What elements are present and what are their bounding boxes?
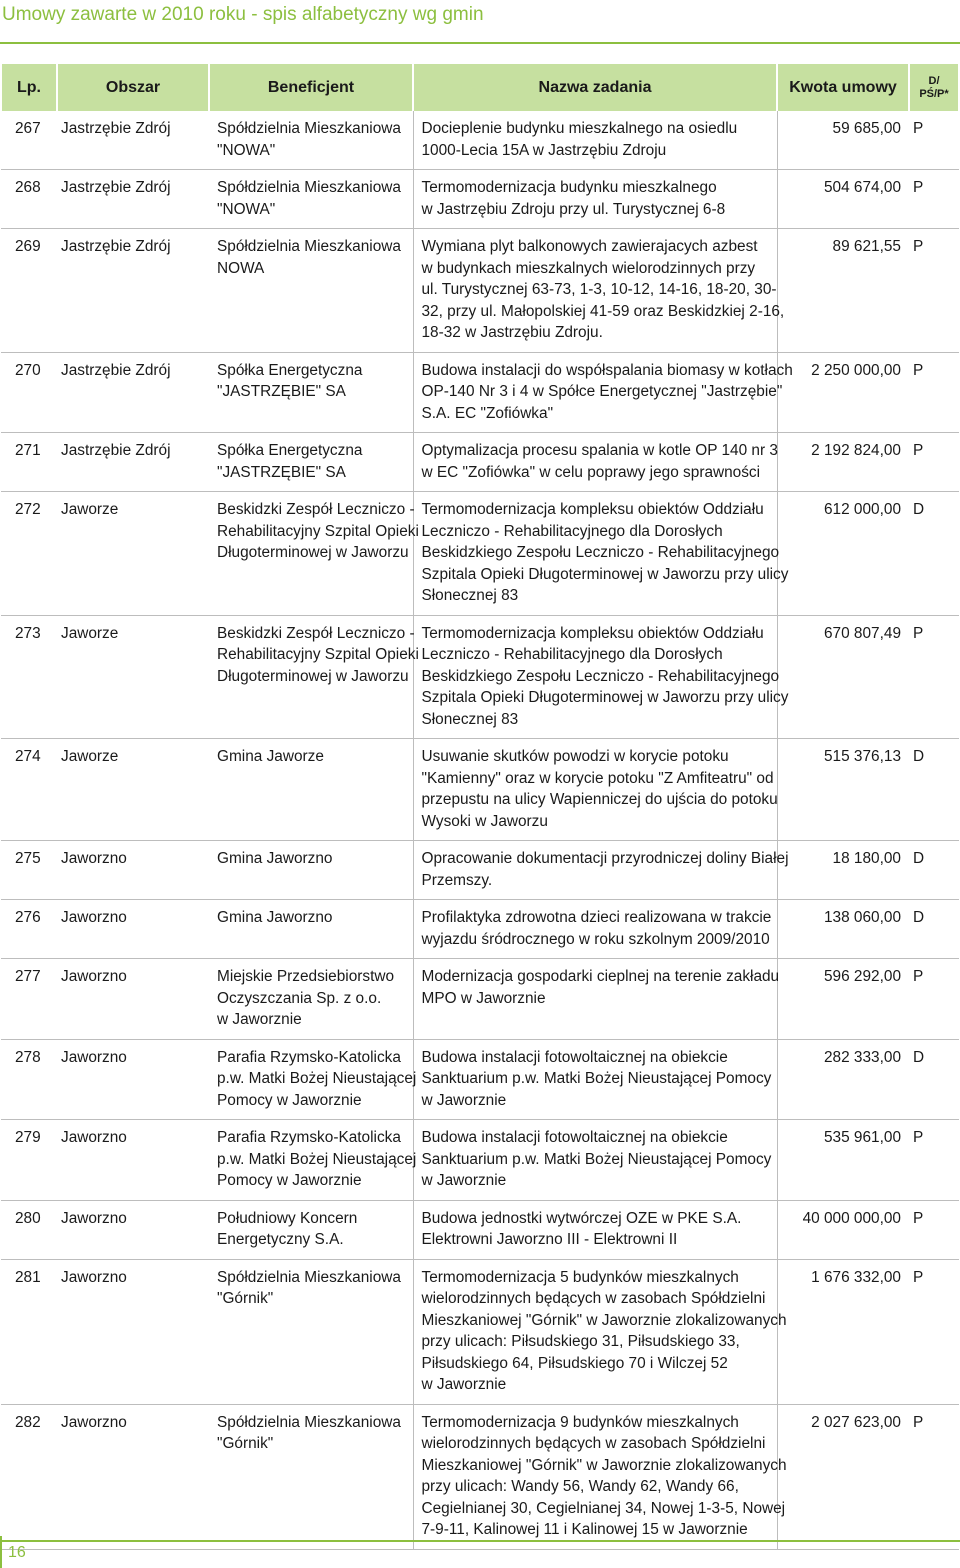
row-lp: 268	[1, 170, 57, 229]
row-beneficjent-line: Gmina Jaworzno	[217, 909, 333, 926]
row-obszar: Jastrzębie Zdrój	[57, 111, 209, 170]
row-nazwa-line: w Jaworznie	[421, 1091, 507, 1109]
table-row	[1, 433, 959, 492]
row-obszar: Jaworze	[57, 615, 209, 739]
row-beneficjent-line: Beskidzki Zespół Leczniczo -	[217, 501, 415, 518]
table-row	[1, 739, 959, 841]
row-beneficjent-line: Pomocy w Jaworznie	[217, 1091, 362, 1109]
row-nazwa-line: przy ulicach: Piłsudskiego 31, Piłsudskiego 33,	[421, 1333, 740, 1350]
row-beneficjent-line: Oczyszczania Sp. z o.o.	[217, 989, 382, 1007]
header-nazwa: Nazwa zadania	[413, 64, 777, 111]
row-beneficjent-line: p.w. Matki Bożej Nieustającej	[217, 1150, 417, 1168]
row-beneficjent	[209, 1200, 413, 1259]
row-beneficjent	[209, 352, 413, 433]
row-obszar: Jaworze	[57, 739, 209, 841]
row-beneficjent-line: Gmina Jaworze	[217, 748, 324, 765]
row-lp: 273	[1, 615, 57, 739]
row-beneficjent-line: Długoterminowej w Jaworzu	[217, 544, 409, 561]
row-nazwa	[413, 739, 777, 841]
row-nazwa-line: 1000-Lecia 15A w Jastrzębiu Zdroju	[421, 141, 667, 159]
row-obszar: Jaworzno	[57, 1120, 209, 1201]
row-nazwa-line: wielorodzinnych będących w zasobach Spółdzielni	[421, 1435, 766, 1452]
row-nazwa	[413, 1120, 777, 1201]
row-typ: P	[909, 433, 959, 492]
row-typ: P	[909, 1120, 959, 1201]
row-nazwa-line: 18-32 w Jastrzębiu Zdroju.	[421, 324, 603, 341]
row-typ: D	[909, 900, 959, 959]
row-beneficjent-line: "Górnik"	[217, 1290, 274, 1307]
row-beneficjent	[209, 1039, 417, 1120]
row-beneficjent	[209, 959, 413, 1040]
row-nazwa-line: Termomodernizacja 5 budynków mieszkalnych	[421, 1268, 739, 1286]
row-nazwa-line: Szpitala Opieki Długoterminowej w Jaworzu przy ulicy	[421, 565, 789, 583]
row-typ: P	[909, 352, 959, 433]
page-number: 16	[8, 1544, 26, 1561]
row-nazwa	[413, 841, 789, 900]
row-obszar: Jastrzębie Zdrój	[57, 352, 209, 433]
row-lp: 274	[1, 739, 57, 841]
row-beneficjent	[209, 841, 413, 900]
row-nazwa-line: Termomodernizacja kompleksu obiektów Oddziału	[421, 501, 764, 518]
row-beneficjent-line: Długoterminowej w Jaworzu	[217, 667, 409, 685]
row-nazwa-line: MPO w Jaworznie	[421, 989, 546, 1007]
row-nazwa	[413, 433, 777, 492]
row-nazwa-line: Mieszkaniowej "Górnik" w Jaworznie zlokalizowanych	[421, 1456, 787, 1474]
row-nazwa-line: Piłsudskiego 64, Piłsudskiego 70 i Wilczej 52	[421, 1354, 728, 1372]
row-kwota: 515 376,13	[777, 739, 909, 841]
row-nazwa-line: Optymalizacja procesu spalania w kotle OP 140 nr 3	[421, 442, 778, 459]
row-obszar: Jaworzno	[57, 1259, 209, 1404]
row-beneficjent-line: Spółka Energetyczna	[217, 361, 363, 379]
row-typ: D	[909, 1039, 959, 1120]
row-nazwa-line: przy ulicach: Wandy 56, Wandy 62, Wandy 66,	[421, 1478, 739, 1495]
row-lp: 271	[1, 433, 57, 492]
row-kwota: 2 250 000,00	[777, 352, 909, 433]
row-beneficjent	[209, 1404, 413, 1549]
row-beneficjent	[209, 1259, 413, 1404]
row-nazwa-line: Budowa instalacji do współspalania biomasy w kotłach	[421, 361, 793, 379]
row-nazwa-line: Sanktuarium p.w. Matki Bożej Nieustającej Pomocy	[421, 1150, 772, 1168]
row-beneficjent-line: Miejskie Przedsiebiorstwo	[217, 968, 395, 985]
row-beneficjent	[209, 900, 413, 959]
row-kwota: 40 000 000,00	[777, 1200, 909, 1259]
row-nazwa-line: Beskidzkiego Zespołu Leczniczo - Rehabilitacyjnego	[421, 667, 780, 685]
header-obszar: Obszar	[57, 64, 209, 111]
row-nazwa-line: Modernizacja gospodarki cieplnej na terenie zakładu	[421, 968, 780, 985]
row-typ: P	[909, 1404, 959, 1549]
row-lp: 275	[1, 841, 57, 900]
row-nazwa	[413, 492, 789, 616]
row-obszar: Jaworzno	[57, 900, 209, 959]
row-beneficjent-line: Spółdzielnia Mieszkaniowa	[217, 1413, 401, 1431]
row-kwota: 612 000,00	[777, 492, 909, 616]
row-typ: P	[909, 1259, 959, 1404]
table-header-row	[1, 64, 959, 111]
row-beneficjent-line: Spółka Energetyczna	[217, 442, 363, 459]
row-nazwa-line: ul. Turystycznej 63-73, 1-3, 10-12, 14-16, 18-20, 30-	[421, 281, 777, 298]
row-nazwa-line: w Jastrzębiu Zdroju przy ul. Turystycznej 6-8	[421, 200, 726, 218]
contracts-table	[0, 64, 960, 1550]
row-beneficjent-line: Rehabilitacyjny Szpital Opieki	[217, 646, 419, 663]
row-nazwa-line: wyjazdu śródrocznego w roku szkolnym 2009/2010	[421, 930, 770, 948]
row-obszar: Jaworzno	[57, 1039, 209, 1120]
row-beneficjent-line: "NOWA"	[217, 141, 276, 159]
row-nazwa-line: Docieplenie budynku mieszkalnego na osiedlu	[421, 120, 738, 137]
row-lp: 269	[1, 229, 57, 353]
row-nazwa	[413, 959, 780, 1040]
row-nazwa	[413, 1200, 777, 1259]
row-beneficjent-line: Beskidzki Zespół Leczniczo -	[217, 624, 415, 642]
table-row	[1, 959, 959, 1040]
row-nazwa-line: 32, przy ul. Małopolskiej 41-59 oraz Beskidzkiej 2-16,	[421, 302, 785, 320]
footer-divider	[0, 1540, 960, 1542]
row-beneficjent-line: Spółdzielnia Mieszkaniowa	[217, 1268, 401, 1286]
row-nazwa	[413, 900, 777, 959]
row-nazwa-line: OP-140 Nr 3 i 4 w Spółce Energetycznej "Jastrzębie"	[421, 383, 783, 400]
header-kwota: Kwota umowy	[777, 64, 909, 111]
row-beneficjent	[209, 229, 413, 353]
row-nazwa-line: Usuwanie skutków powodzi w korycie potoku	[421, 748, 729, 765]
table-row	[1, 111, 959, 170]
row-lp: 282	[1, 1404, 57, 1549]
header-beneficjent: Beneficjent	[209, 64, 413, 111]
table-row	[1, 615, 959, 739]
row-obszar: Jaworzno	[57, 1404, 209, 1549]
row-nazwa-line: Termomodernizacja kompleksu obiektów Oddziału	[421, 624, 764, 642]
table-row	[1, 229, 959, 353]
row-nazwa-line: Beskidzkiego Zespołu Leczniczo - Rehabilitacyjnego	[421, 544, 780, 561]
row-obszar: Jastrzębie Zdrój	[57, 229, 209, 353]
footer-accent-bar	[0, 1536, 2, 1568]
row-nazwa-line: Profilaktyka zdrowotna dzieci realizowana w trakcie	[421, 909, 772, 926]
row-nazwa-line: Opracowanie dokumentacji przyrodniczej doliny Białej	[421, 850, 789, 867]
row-beneficjent-line: "JASTRZĘBIE" SA	[217, 463, 346, 481]
row-kwota: 2 192 824,00	[777, 433, 909, 492]
row-nazwa-line: Przemszy.	[421, 871, 493, 889]
row-nazwa-line: S.A. EC "Zofiówka"	[421, 404, 554, 422]
row-obszar: Jastrzębie Zdrój	[57, 433, 209, 492]
row-nazwa-line: Budowa jednostki wytwórczej OZE w PKE S.A.	[421, 1209, 742, 1227]
row-nazwa	[413, 1039, 777, 1120]
row-nazwa	[413, 615, 789, 739]
row-nazwa	[413, 1404, 787, 1549]
row-nazwa-line: wielorodzinnych będących w zasobach Spółdzielni	[421, 1290, 766, 1307]
row-typ: P	[909, 111, 959, 170]
row-nazwa-line: 7-9-11, Kalinowej 11 i Kalinowej 15 w Jaworznie	[421, 1521, 748, 1538]
row-beneficjent	[209, 739, 413, 841]
table-row	[1, 1259, 959, 1404]
row-kwota: 535 961,00	[777, 1120, 909, 1201]
header-type-line1: D/	[928, 74, 940, 87]
row-beneficjent-line: Spółdzielnia Mieszkaniowa	[217, 238, 401, 255]
row-nazwa-line: Leczniczo - Rehabilitacyjnego dla Dorosłych	[421, 646, 723, 663]
table-row	[1, 841, 959, 900]
table-row	[1, 1039, 959, 1120]
row-kwota: 596 292,00	[777, 959, 909, 1040]
row-nazwa	[413, 1259, 787, 1404]
row-nazwa	[413, 229, 785, 353]
header-type	[909, 64, 959, 111]
row-nazwa-line: w Jaworznie	[421, 1172, 507, 1189]
row-typ: D	[909, 841, 959, 900]
row-lp: 270	[1, 352, 57, 433]
row-beneficjent-line: "Górnik"	[217, 1435, 274, 1452]
row-nazwa-line: Słonecznej 83	[421, 710, 519, 728]
row-beneficjent	[209, 111, 413, 170]
row-beneficjent	[209, 1120, 417, 1201]
row-lp: 272	[1, 492, 57, 616]
row-lp: 276	[1, 900, 57, 959]
header-lp: Lp.	[1, 64, 57, 111]
row-kwota: 670 807,49	[777, 615, 909, 739]
row-beneficjent	[209, 615, 419, 739]
table-row	[1, 1200, 959, 1259]
row-nazwa-line: Słonecznej 83	[421, 587, 519, 604]
row-lp: 281	[1, 1259, 57, 1404]
row-typ: P	[909, 170, 959, 229]
row-beneficjent	[209, 170, 413, 229]
table-row	[1, 900, 959, 959]
row-typ: P	[909, 615, 959, 739]
row-beneficjent-line: Spółdzielnia Mieszkaniowa	[217, 179, 401, 196]
title-divider	[0, 42, 960, 44]
row-typ: P	[909, 1200, 959, 1259]
row-lp: 278	[1, 1039, 57, 1120]
row-beneficjent-line: "NOWA"	[217, 200, 276, 218]
row-beneficjent-line: Gmina Jaworzno	[217, 850, 333, 867]
row-nazwa-line: "Kamienny" oraz w korycie potoku "Z Amfiteatru" od	[421, 769, 774, 787]
row-nazwa-line: w Jaworznie	[421, 1376, 507, 1393]
row-kwota: 59 685,00	[777, 111, 909, 170]
row-lp: 280	[1, 1200, 57, 1259]
row-kwota: 282 333,00	[777, 1039, 909, 1120]
row-nazwa-line: w budynkach mieszkalnych wielorodzinnych przy	[421, 259, 756, 277]
table-row	[1, 1404, 959, 1549]
row-nazwa	[413, 352, 793, 433]
row-nazwa-line: Budowa instalacji fotowoltaicznej na obiekcie	[421, 1129, 728, 1146]
page-title: Umowy zawarte w 2010 roku - spis alfabetyczny wg gmin	[2, 4, 484, 25]
row-nazwa-line: Leczniczo - Rehabilitacyjnego dla Dorosłych	[421, 522, 723, 540]
row-nazwa-line: Termomodernizacja 9 budynków mieszkalnych	[421, 1413, 739, 1431]
row-beneficjent-line: "JASTRZĘBIE" SA	[217, 383, 346, 400]
table-row	[1, 170, 959, 229]
row-lp: 267	[1, 111, 57, 170]
row-beneficjent-line: w Jaworznie	[217, 1011, 302, 1028]
row-kwota: 89 621,55	[777, 229, 909, 353]
row-nazwa-line: Budowa instalacji fotowoltaicznej na obiekcie	[421, 1048, 728, 1066]
row-nazwa-line: Termomodernizacja budynku mieszkalnego	[421, 179, 717, 196]
row-typ: D	[909, 492, 959, 616]
row-typ: P	[909, 959, 959, 1040]
header-type-line2: PŚ/P*	[919, 87, 949, 100]
row-obszar: Jaworzno	[57, 959, 209, 1040]
row-beneficjent-line: Parafia Rzymsko-Katolicka	[217, 1129, 401, 1146]
row-nazwa-line: przepustu na ulicy Wapienniczej do ujścia do potoku	[421, 791, 778, 808]
row-kwota: 1 676 332,00	[777, 1259, 909, 1404]
row-nazwa-line: Cegielnianej 30, Cegielnianej 34, Nowej 1-3-5, Nowej	[421, 1499, 786, 1517]
row-obszar: Jastrzębie Zdrój	[57, 170, 209, 229]
row-nazwa-line: Elektrowni Jaworzno III - Elektrowni II	[421, 1231, 678, 1248]
row-lp: 279	[1, 1120, 57, 1201]
row-beneficjent-line: p.w. Matki Bożej Nieustającej	[217, 1070, 417, 1087]
row-kwota: 2 027 623,00	[777, 1404, 909, 1549]
row-nazwa-line: Szpitala Opieki Długoterminowej w Jaworzu przy ulicy	[421, 689, 789, 706]
row-nazwa-line: Wymiana plyt balkonowych zawierajacych azbest	[421, 238, 758, 255]
row-typ: D	[909, 739, 959, 841]
row-beneficjent	[209, 433, 413, 492]
row-beneficjent-line: Rehabilitacyjny Szpital Opieki	[217, 522, 419, 540]
row-kwota: 18 180,00	[777, 841, 909, 900]
row-beneficjent-line: Południowy Koncern	[217, 1209, 358, 1227]
row-obszar: Jaworze	[57, 492, 209, 616]
row-nazwa	[413, 111, 777, 170]
row-lp: 277	[1, 959, 57, 1040]
row-beneficjent	[209, 492, 419, 616]
row-beneficjent-line: Pomocy w Jaworznie	[217, 1172, 362, 1189]
table-row	[1, 1120, 959, 1201]
row-nazwa-line: Wysoki w Jaworzu	[421, 812, 548, 830]
row-typ: P	[909, 229, 959, 353]
page-footer	[0, 1536, 960, 1568]
row-beneficjent-line: Energetyczny S.A.	[217, 1231, 344, 1248]
row-kwota: 138 060,00	[777, 900, 909, 959]
row-obszar: Jaworzno	[57, 841, 209, 900]
table-row	[1, 352, 959, 433]
row-nazwa	[413, 170, 777, 229]
row-nazwa-line: Mieszkaniowej "Górnik" w Jaworznie zlokalizowanych	[421, 1311, 787, 1329]
row-nazwa-line: w EC "Zofiówka" w celu poprawy jego sprawności	[421, 463, 761, 481]
row-obszar: Jaworzno	[57, 1200, 209, 1259]
row-beneficjent-line: Parafia Rzymsko-Katolicka	[217, 1048, 401, 1066]
table-row	[1, 492, 959, 616]
row-nazwa-line: Sanktuarium p.w. Matki Bożej Nieustającej Pomocy	[421, 1070, 772, 1087]
row-beneficjent-line: NOWA	[217, 259, 265, 277]
row-beneficjent-line: Spółdzielnia Mieszkaniowa	[217, 120, 401, 137]
row-kwota: 504 674,00	[777, 170, 909, 229]
